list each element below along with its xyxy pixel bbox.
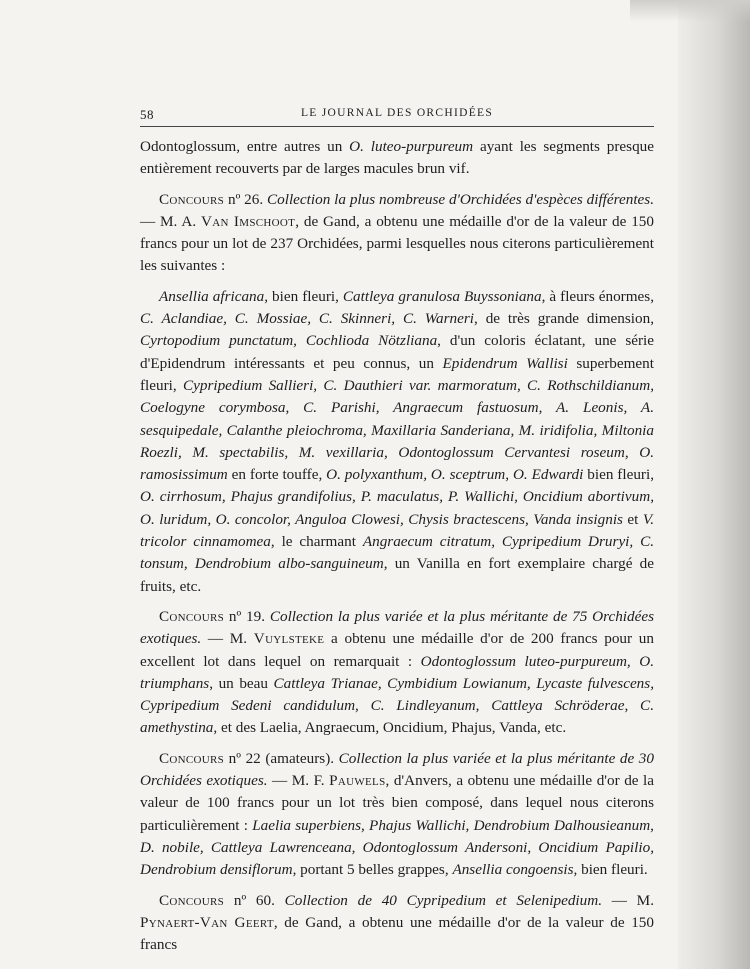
italic-text: Cyrtopodium punctatum, Cochlioda Nötzliana: [140, 332, 438, 350]
small-caps-text: Concours: [159, 749, 225, 767]
text-run: , de Gand, a obtenu une médaille d'or de la valeur de 150 francs pour un lot de 237 Orchidées, parmi lesquelles nous citerons particulièrement les suivantes :: [140, 212, 654, 275]
paragraph-concours-19: [140, 606, 654, 740]
text-run: ayant les segments presque entièrement recouverts par de larges macules brun vif.: [140, 138, 654, 178]
small-caps-text: Concours: [159, 190, 225, 208]
page-edge-shadow: [678, 0, 750, 969]
italic-text: Odontoglossum luteo-purpureum, O. triumphans: [140, 652, 654, 692]
text-run: a obtenu une médaille d'or de 200 francs pour un excellent lot dans lequel on remarquait :: [140, 630, 654, 670]
paragraph-species-list: [140, 286, 654, 598]
text-run: , de Gand, a obtenu une médaille d'or de la valeur de 150 francs: [140, 913, 654, 954]
text-run: , d'un coloris éclatant, une série d'Epidendrum intéressants et peu connus, un: [140, 332, 654, 372]
page-top-shadow: [630, 0, 750, 22]
text-run: , un Vanilla en fort exemplaire chargé de fruits, etc.: [140, 555, 654, 595]
italic-text: O. cirrhosum, Phajus grandifolius, P. maculatus, P. Wallichi, Oncidium abortivum, O. luridum, O. concolor, Anguloa Clowesi, Chysis bractescens, Vanda insignis: [140, 488, 654, 528]
page-number: 58: [140, 107, 154, 122]
text-run: , un beau: [209, 674, 274, 692]
text-run: , d'Anvers, a obtenu une médaille d'or de la valeur de 100 francs pour un lot très bien composé, dans lequel nous citerons particulièrement :: [140, 772, 655, 834]
text-run: , à fleurs énormes,: [541, 287, 654, 305]
italic-text: Angraecum citratum, Cypripedium Druryi, C. tonsum, Dendrobium albo-sanguineum: [140, 533, 655, 573]
italic-text: Ansellia africana: [159, 287, 265, 305]
italic-text: Collection de 40 Cypripedium et Selenipedium.: [284, 891, 603, 909]
text-run: superbement fleuri,: [140, 354, 654, 394]
small-caps-text: Van Imschoot: [201, 212, 296, 230]
italic-text: Collection la plus variée et la plus méritante de 30 Orchidées exotiques.: [140, 749, 654, 790]
small-caps-text: Concours: [159, 607, 225, 625]
italic-text: Cattleya Trianae, Cymbidium Lowianum, Lycaste fulvescens, Cypripedium Sedeni candidulum, C. Lindleyanum, Cattleya Schröderae, C. amethystina: [140, 674, 654, 737]
text-run: Odontoglossum, entre autres un: [140, 138, 350, 155]
text-run: et: [622, 510, 643, 528]
text-run: en forte touffe,: [227, 466, 327, 484]
text-run: , et des Laelia, Angraecum, Oncidium, Phajus, Vanda, etc.: [213, 719, 567, 737]
italic-text: Ansellia congoensis: [452, 861, 574, 879]
text-run: — M.: [201, 630, 254, 648]
text-run: nº 26.: [224, 190, 268, 208]
running-header: [140, 104, 654, 127]
text-run: nº 19.: [224, 607, 270, 625]
italic-text: Laelia superbiens, Phajus Wallichi, Dendrobium Dalhousieanum, D. nobile, Cattleya Lawrenceana, Odontoglossum Andersoni, Oncidium Papilio, Dendrobium densiflorum: [140, 816, 654, 879]
text-run: , le charmant: [270, 533, 363, 551]
text-run: — M.: [602, 891, 654, 909]
paragraph-concours-26: [140, 189, 654, 278]
small-caps-text: Pynaert-Van Geert: [140, 913, 274, 931]
small-caps-text: Pauwels: [329, 772, 386, 790]
paragraph-concours-60: [140, 890, 654, 957]
italic-text: Cypripedium Sallieri, C. Dauthieri var. marmoratum, C. Rothschildianum, Coelogyne corymbosa, C. Parishi, Angraecum fastuosum, A. Leonis, A. sesquipedale, Calanthe pleiochroma, Maxillaria Sanderiana, M. iridifolia, Miltonia Roezli, M. spectabilis, M. vexillaria, Odontoglossum Cervantesi roseum, O. ramosissimum: [140, 376, 654, 484]
text-run: , bien fleuri.: [573, 861, 648, 879]
small-caps-text: Concours: [159, 891, 225, 909]
paragraph-continued: [140, 136, 654, 181]
body-text: [140, 136, 654, 956]
text-run: , portant 5 belles grappes,: [292, 861, 453, 879]
text-run: — M. A.: [140, 212, 202, 230]
paragraph-concours-22: [140, 748, 654, 882]
small-caps-text: Vuylsteke: [253, 630, 325, 648]
journal-title: LE JOURNAL DES ORCHIDÉES: [300, 107, 494, 119]
italic-text: O. polyxanthum, O. sceptrum, O. Edwardi: [326, 466, 584, 484]
text-run: , bien fleuri,: [264, 287, 343, 305]
document-page: [140, 104, 654, 956]
italic-text: Collection la plus nombreuse d'Orchidées d'espèces différentes.: [267, 190, 654, 208]
text-run: nº 60.: [224, 891, 285, 909]
italic-text: O. luteo-purpureum: [349, 138, 474, 155]
italic-text: Cattleya granulosa Buyssoniana: [342, 287, 542, 305]
italic-text: V. tricolor cinnamomea: [140, 510, 654, 551]
text-run: bien fleuri,: [583, 466, 654, 484]
italic-text: Collection la plus variée et la plus méritante de 75 Orchidées exotiques.: [140, 607, 654, 648]
italic-text: C. Aclandiae, C. Mossiae, C. Skinneri, C. Warneri: [140, 310, 475, 328]
text-run: nº 22 (amateurs).: [224, 749, 339, 767]
text-run: — M. F.: [267, 772, 330, 790]
text-run: , de très grande dimension,: [474, 310, 654, 328]
italic-text: Epidendrum Wallisi: [442, 354, 568, 372]
